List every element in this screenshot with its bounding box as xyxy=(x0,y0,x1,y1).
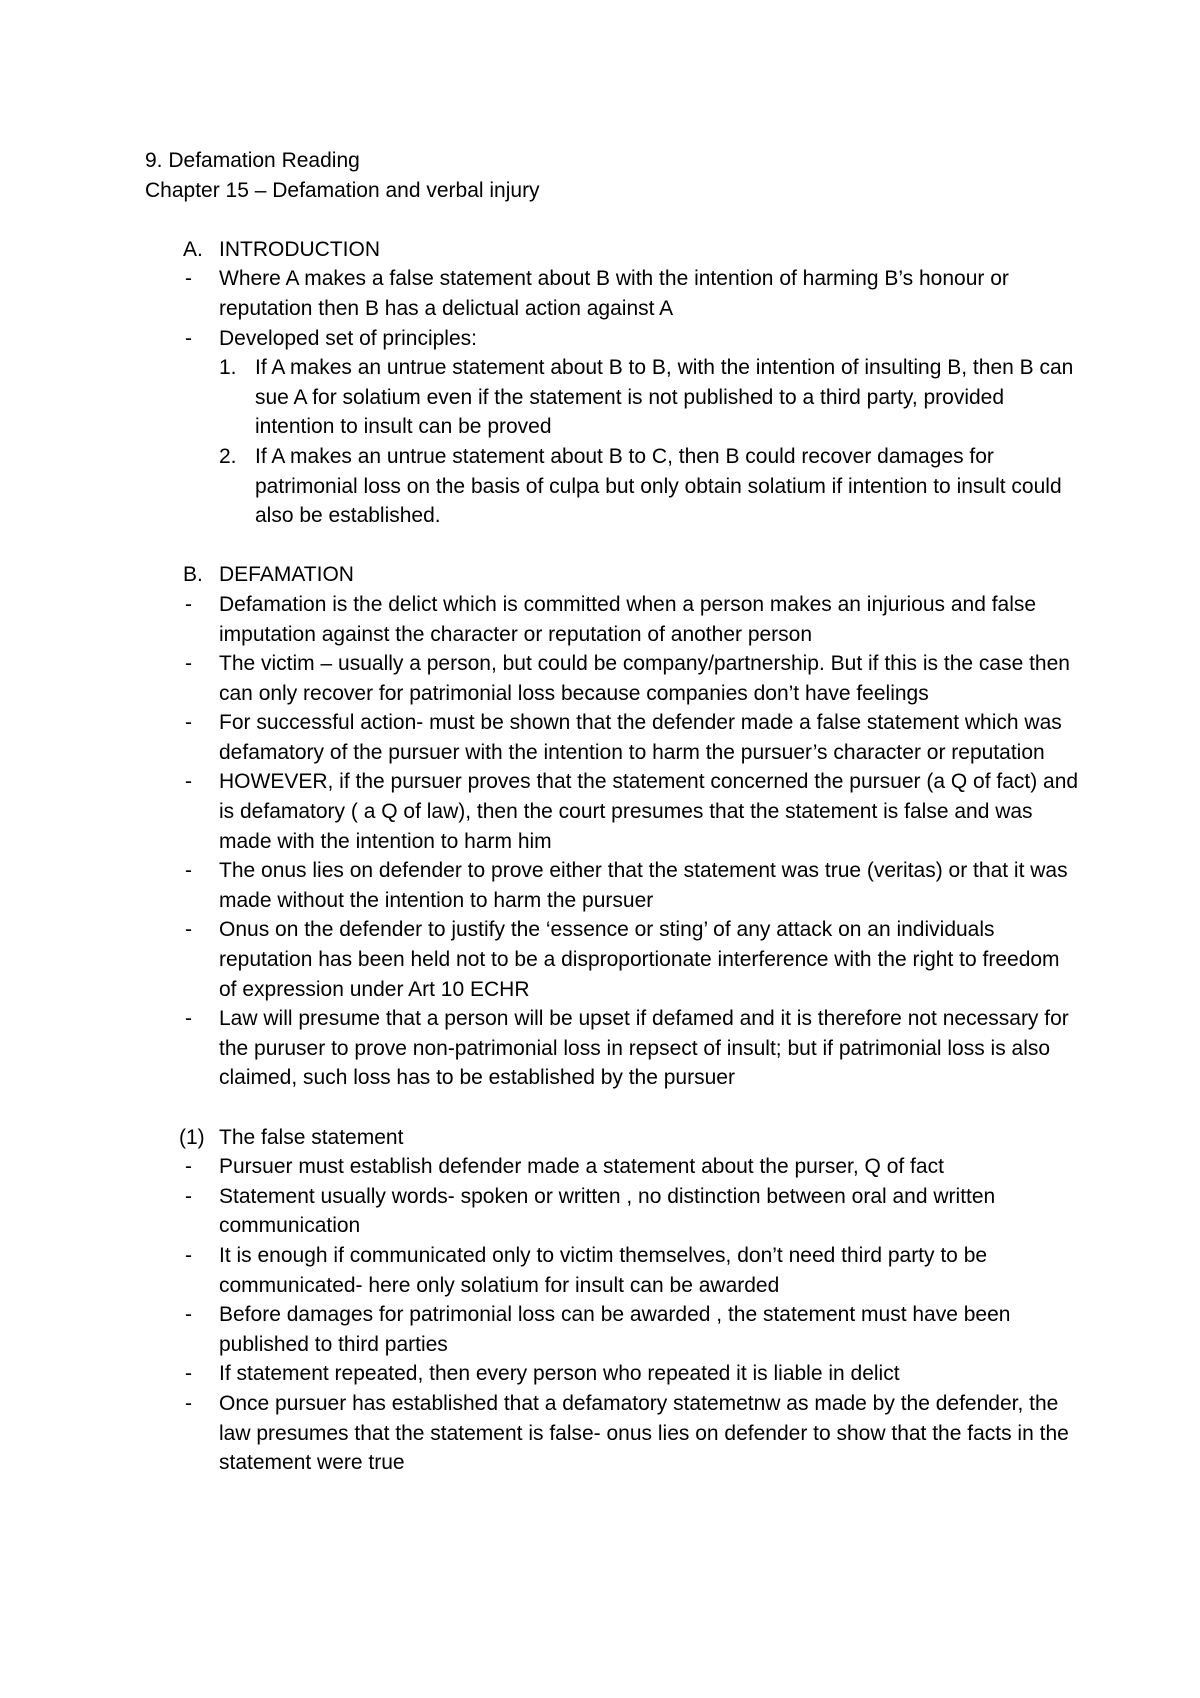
list-item xyxy=(145,1182,1080,1241)
section-heading-introduction xyxy=(145,235,1080,265)
bullet-marker: - xyxy=(185,1184,192,1208)
list-item-text: Defamation is the delict which is committed when a person makes an injurious and false imputation against the character or reputation of another person xyxy=(219,592,1037,646)
list-item xyxy=(145,767,1080,856)
spacer xyxy=(145,1093,1080,1123)
spacer xyxy=(145,205,1080,235)
list-item xyxy=(145,708,1080,767)
section-heading-text: INTRODUCTION xyxy=(219,237,380,261)
section-heading-text: DEFAMATION xyxy=(219,563,354,587)
bullet-marker: - xyxy=(185,652,192,676)
bullet-marker: - xyxy=(185,1007,192,1031)
chapter-title: Chapter 15 – Defamation and verbal injury xyxy=(145,178,540,202)
list-item-text: If statement repeated, then every person who repeated it is liable in delict xyxy=(219,1362,900,1386)
bullet-marker: - xyxy=(185,267,192,291)
section-heading-defamation xyxy=(145,560,1080,590)
list-item xyxy=(145,1359,1080,1389)
list-item-text: HOWEVER, if the pursuer proves that the statement concerned the pursuer (a Q of fact) and is defamatory ( a Q of law), then the court presumes that the statement is false and was made with the intention to harm him xyxy=(219,770,1079,853)
list-item xyxy=(145,264,1080,323)
list-item-text: For successful action- must be shown that the defender made a false statement which was defamatory of the pursuer with the intention to harm the pursuer’s character or reputation xyxy=(219,711,1062,764)
list-item-text: The victim – usually a person, but could be company/partnership. But if this is the case then can only recover for patrimonial loss because companies don’t have feelings xyxy=(219,652,1070,705)
numbered-item xyxy=(145,442,1080,531)
list-item xyxy=(145,1152,1080,1182)
bullet-marker: - xyxy=(185,1243,192,1267)
list-item-text: Before damages for patrimonial loss can be awarded , the statement must have been published to third parties xyxy=(219,1303,1011,1356)
list-item xyxy=(145,590,1080,649)
list-item-text: Pursuer must establish defender made a statement about the purser, Q of fact xyxy=(219,1155,944,1179)
list-item-text: Where A makes a false statement about B with the intention of harming B’s honour or reputation then B has a delictual action against A xyxy=(219,267,1009,320)
numbered-item xyxy=(145,353,1080,442)
section-marker: A. xyxy=(183,237,203,261)
bullet-marker: - xyxy=(185,1362,192,1386)
bullet-marker: - xyxy=(185,711,192,735)
bullet-marker: - xyxy=(185,592,192,616)
bullet-marker: - xyxy=(185,859,192,883)
list-item-text: Once pursuer has established that a defamatory statemetnw as made by the defender, the law presumes that the statement is false- onus lies on defender to show that the facts in the statement were true xyxy=(219,1391,1069,1475)
list-item xyxy=(145,915,1080,1004)
section-marker: B. xyxy=(183,563,203,587)
list-item xyxy=(145,1241,1080,1300)
list-item-text: Law will presume that a person will be upset if defamed and it is therefore not necessary for the puruser to prove non-patrimonial loss in repsect of insult; but if patrimonial loss is also claimed, such loss has to be established by the pursuer xyxy=(219,1007,1069,1090)
list-item-text: Developed set of principles: xyxy=(219,326,477,350)
list-item-text: Onus on the defender to justify the ‘essence or sting’ of any attack on an individuals reputation has been held not to be a disproportionate interference with the right to freedom of expression under Art 10 ECHR xyxy=(219,918,1060,1001)
list-item-text: Statement usually words- spoken or written , no distinction between oral and written communication xyxy=(219,1184,996,1238)
bullet-marker: - xyxy=(185,326,192,350)
list-item-text: It is enough if communicated only to victim themselves, don’t need third party to be communicated- here only solatium for insult can be awarded xyxy=(219,1243,988,1297)
list-item xyxy=(145,1004,1080,1093)
list-item xyxy=(145,1300,1080,1359)
bullet-marker: - xyxy=(185,770,192,794)
list-item xyxy=(145,324,1080,354)
list-item-text: The onus lies on defender to prove either that the statement was true (veritas) or that it was made without the intention to harm the pursuer xyxy=(219,859,1068,912)
number-marker: 2. xyxy=(219,444,237,468)
document-title: 9. Defamation Reading xyxy=(145,149,360,172)
list-item xyxy=(145,856,1080,915)
bullet-marker: - xyxy=(185,1155,192,1179)
subsection-heading-false-statement xyxy=(145,1123,1080,1153)
spacer xyxy=(145,531,1080,561)
list-item xyxy=(145,649,1080,708)
subsection-marker: (1) xyxy=(179,1125,205,1149)
number-marker: 1. xyxy=(219,356,237,380)
list-item xyxy=(145,1389,1080,1478)
bullet-marker: - xyxy=(185,1303,192,1327)
numbered-item-text: If A makes an untrue statement about B to B, with the intention of insulting B, then B can sue A for solatium even if the statement is not published to a third party, provided intention to insult can be proved xyxy=(255,356,1074,439)
bullet-marker: - xyxy=(185,918,192,942)
subsection-heading-text: The false statement xyxy=(219,1125,404,1149)
bullet-marker: - xyxy=(185,1391,192,1415)
numbered-item-text: If A makes an untrue statement about B to C, then B could recover damages for patrimonial loss on the basis of culpa but only obtain solatium if intention to insult could also be established. xyxy=(255,444,1062,528)
